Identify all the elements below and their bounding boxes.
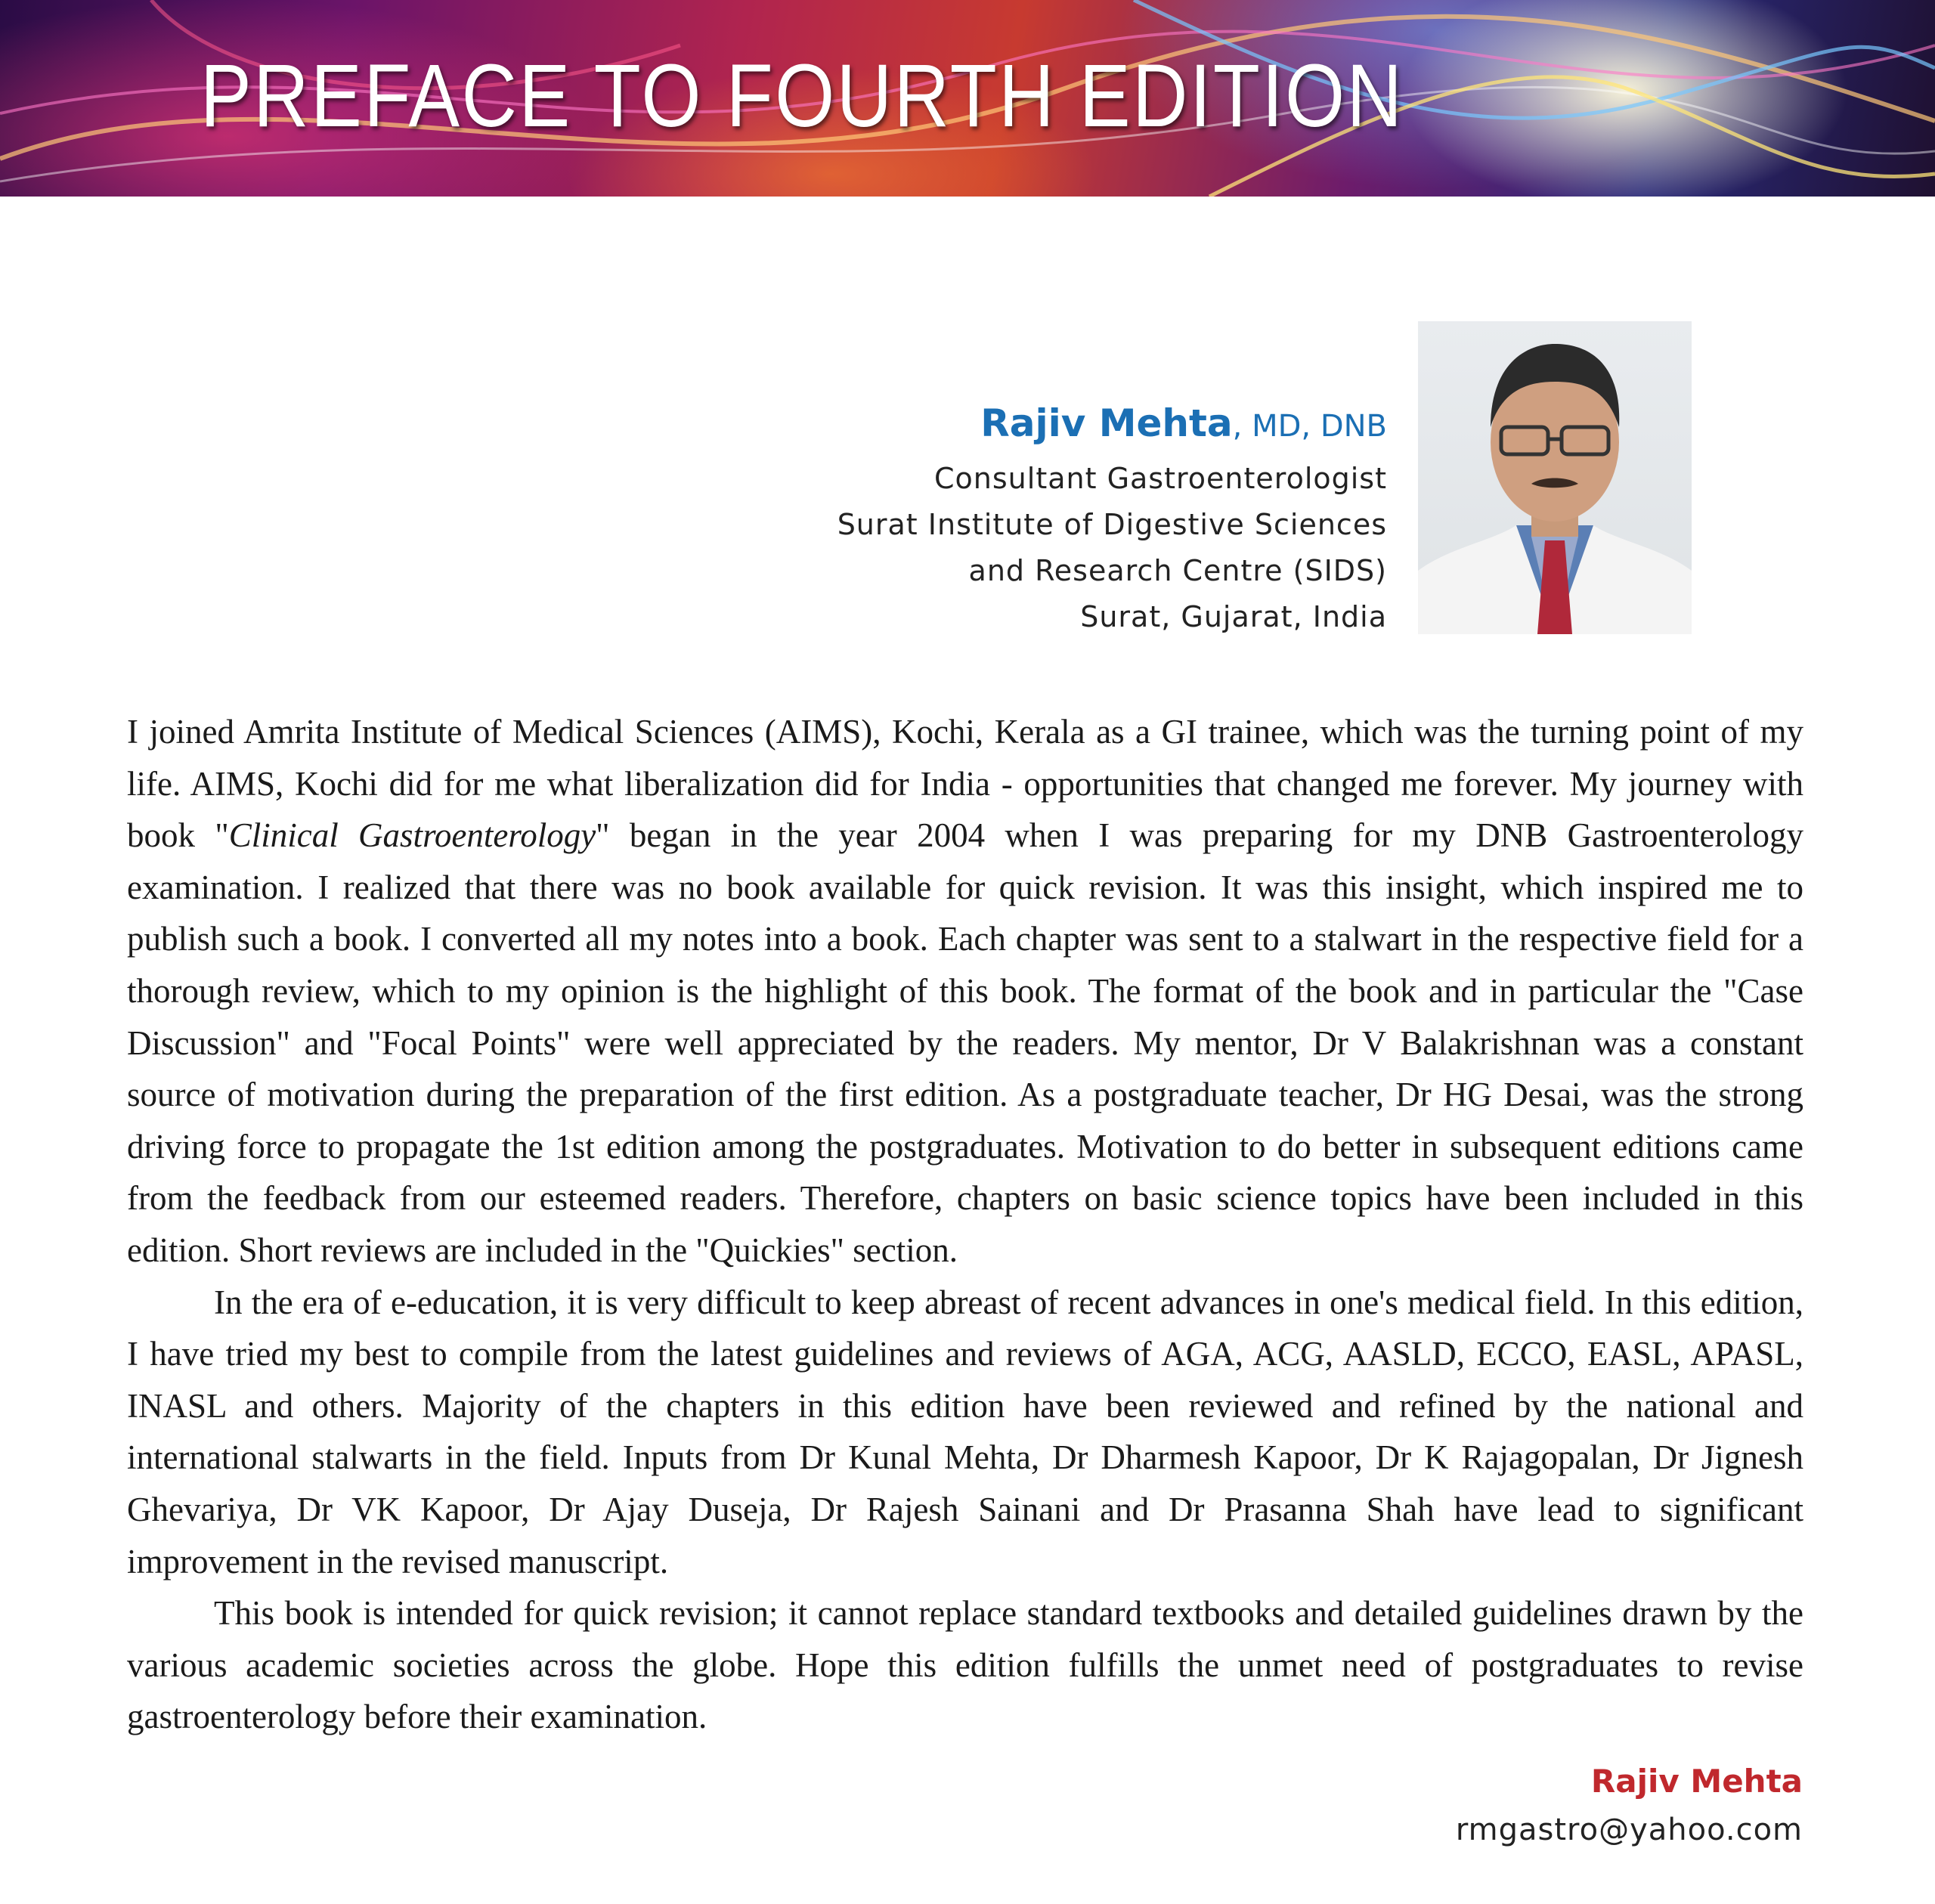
signature-name: Rajiv Mehta [1590, 1763, 1803, 1800]
author-name: Rajiv Mehta [980, 401, 1233, 445]
author-location: Surat, Gujarat, India [1080, 600, 1387, 633]
preface-paragraph-3: This book is intended for quick revision; it cannot replace standard textbooks and detailed guidelines drawn by the various academic societies across the globe. Hope this edition fulfills the unmet need of postgraduates to revise gastroenterology before their examination. [127, 1594, 1803, 1736]
author-institute: Surat Institute of Digestive Sciences [837, 508, 1387, 541]
author-info [837, 397, 1387, 640]
paragraph-1-text-start: I joined Amrita Institute of Medical Sciences (AIMS), Kochi, Kerala as a GI trainee, which was the turning point of my life. AIMS, Kochi did for me what liberalization did for India - opportunities that changed me forever. My journey with book " [127, 713, 1803, 855]
header-banner [0, 0, 1935, 197]
author-institute-cont: and Research Centre (SIDS) [968, 554, 1387, 587]
book-title-italic: Clinical Gastroenterology [228, 816, 596, 855]
author-designation: Consultant Gastroenterologist [934, 462, 1387, 495]
signature-block [1456, 1757, 1803, 1854]
author-portrait-image [1418, 321, 1692, 634]
preface-paragraph-2: In the era of e-education, it is very difficult to keep abreast of recent advances in one's medical field. In this edition, I have tried my best to compile from the latest guidelines and reviews of AGA, ACG, AASLD, ECCO, EASL, APASL, INASL and others. Majority of the chapters in this edition have been reviewed and refined by the national and international stalwarts in the field. Inputs from Dr Kunal Mehta, Dr Dharmesh Kapoor, Dr K Rajagopalan, Dr Jignesh Ghevariya, Dr VK Kapoor, Dr Ajay Duseja, Dr Rajesh Sainani and Dr Prasanna Shah have lead to significant improvement in the revised manuscript. [127, 1283, 1803, 1580]
signature-email: rmgastro@yahoo.com [1455, 1813, 1803, 1847]
page-title: PREFACE TO FOURTH EDITION [200, 46, 1404, 146]
author-degrees: , MD, DNB [1232, 409, 1387, 444]
preface-body [127, 706, 1803, 1743]
author-photo [1418, 321, 1692, 634]
paragraph-1-text-end: " began in the year 2004 when I was preparing for my DNB Gastroenterology examination. I realized that there was no book available for quick revision. It was this insight, which inspired me to publish such a book. I converted all my notes into a book. Each chapter was sent to a stalwart in the respective field for a thorough review, which to my opinion is the highlight of this book. The format of the book and in particular the "Case Discussion" and "Focal Points" were well appreciated by the readers. My mentor, Dr V Balakrishnan was a constant source of motivation during the preparation of the first edition. As a postgraduate teacher, Dr HG Desai, was the strong driving force to propagate the 1st edition among the postgraduates. Motivation to do better in subsequent editions came from the feedback from our esteemed readers. Therefore, chapters on basic science topics have been included in this edition. Short reviews are included in the "Quickies" section. [127, 816, 1803, 1269]
author-name-line [837, 397, 1387, 453]
preface-paragraph-1 [127, 706, 1803, 1277]
